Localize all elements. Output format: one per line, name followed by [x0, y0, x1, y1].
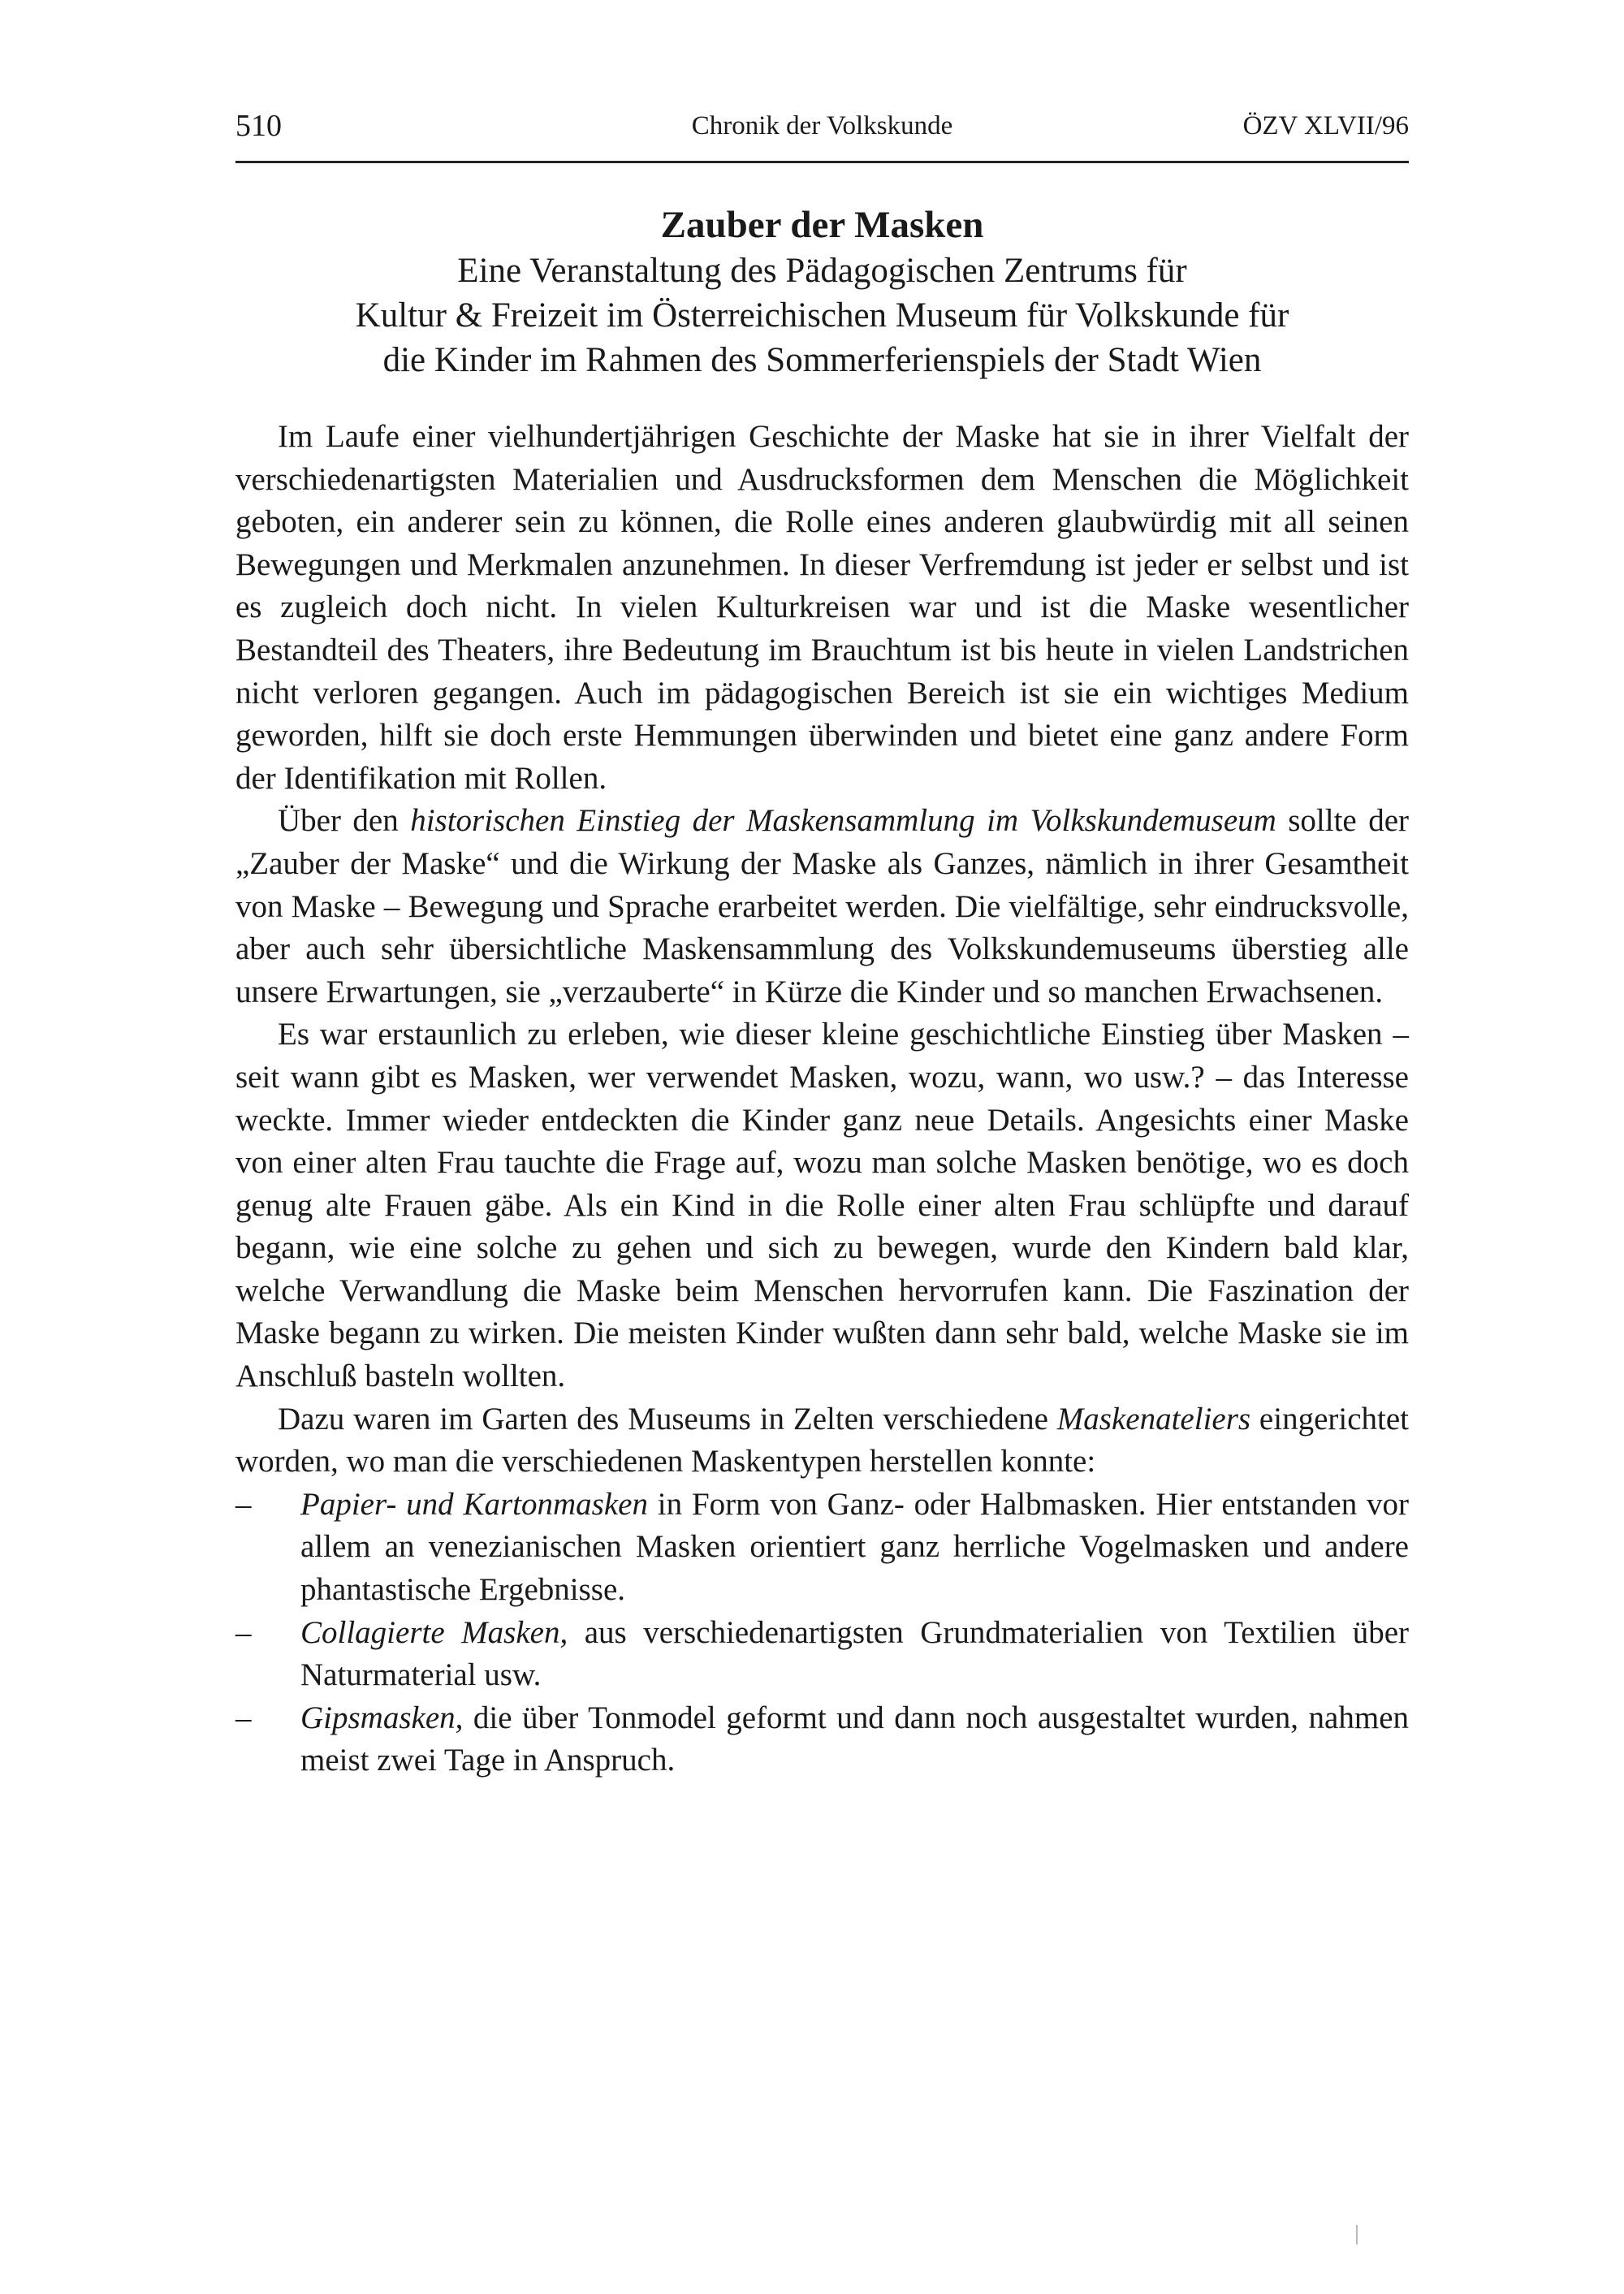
dash-bullet: – — [235, 1700, 252, 1735]
list-item — [235, 1484, 1409, 1612]
article-subtitle-line: die Kinder im Rahmen des Sommerferienspiels der Stadt Wien — [382, 341, 1262, 379]
journal-reference: ÖZV XLVII/96 — [1242, 111, 1409, 140]
paragraph-text: Über den — [278, 803, 411, 839]
article-subtitle-line: Kultur & Freizeit im Österreichischen Museum für Volkskunde für — [355, 296, 1289, 335]
section-title: Chronik der Volkskunde — [691, 111, 953, 140]
paragraph-text: sollte der „Zauber der Maske“ und die Wirkung der Maske als Ganzes, nämlich in ihrer Gesamtheit von Maske – Bewegung und Sprache erarbeitet werden. Die vielfältige, sehr eindrucksvolle, aber auch sehr übersichtliche Maskensammlung des Volkskundemuseums überstieg alle unsere Erwartungen, sie „verzauberte“ in Kürze die Kinder und so manchen Erwachsenen. — [235, 803, 1409, 1009]
article-subtitle-line: Eine Veranstaltung des Pädagogischen Zentrums für — [457, 252, 1187, 290]
list-item-text: die über Tonmodel geformt und dann noch ausgestaltet wurden, nahmen meist zwei Tage in Anspruch. — [300, 1700, 1409, 1778]
paragraph — [235, 1013, 1409, 1398]
list-item-text: in Form von Ganz- oder Halbmasken. Hier entstanden vor allem an venezianischen Masken orientiert ganz herrliche Vogelmasken und andere phantastische Ergebnisse. — [300, 1486, 1409, 1608]
emphasis-text: Gipsmasken, — [300, 1700, 464, 1735]
article-title-block — [235, 201, 1409, 382]
dash-bullet: – — [235, 1614, 252, 1650]
paragraph-text: Im Laufe einer vielhundertjährigen Geschichte der Maske hat sie in ihrer Vielfalt der verschiedenartigsten Materialien und Ausdrucksformen dem Menschen die Möglichkeit geboten, ein anderer sein zu können, die Rolle eines anderen glaubwürdig mit all seinen Bewegungen und Merkmalen anzunehmen. In dieser Verfremdung ist jeder er selbst und ist es zugleich doch nicht. In vielen Kulturkreisen war und ist die Maske wesentlicher Bestandteil des Theaters, ihre Bedeutung im Brauchtum ist bis heute in vielen Landstrichen nicht verloren gegangen. Auch im pädagogischen Bereich ist sie ein wichtiges Medium geworden, hilft sie doch erste Hemmungen überwinden und bietet eine ganz andere Form der Identifikation mit Rollen. — [235, 419, 1409, 796]
running-header — [235, 106, 1409, 146]
list-item-text: aus verschiedenartigsten Grundmaterialien von Textilien über Naturmaterial usw. — [300, 1614, 1409, 1693]
page-number: 510 — [235, 109, 282, 143]
emphasis-text: Maskenateliers — [1056, 1401, 1251, 1436]
emphasis-text: historischen Einstieg der Maskensammlung im Volkskundemuseum — [410, 803, 1276, 839]
paragraph — [235, 416, 1409, 800]
dash-bullet: – — [235, 1486, 252, 1522]
header-rule — [235, 161, 1409, 163]
emphasis-text: Collagierte Masken, — [300, 1614, 568, 1650]
article-body — [235, 416, 1409, 1782]
article-title: Zauber der Masken — [660, 204, 984, 246]
emphasis-text: Papier- und Kartonmasken — [300, 1486, 648, 1522]
mask-types-list — [235, 1484, 1409, 1782]
document-page — [235, 106, 1409, 1778]
paragraph-text: Es war erstaunlich zu erleben, wie dieser kleine geschichtliche Einstieg über Masken – seit wann gibt es Masken, wer verwendet Masken, wozu, wann, wo usw.? – das Interesse weckte. Immer wieder entdeckten die Kinder ganz neue Details. Angesichts einer Maske von einer alten Frau tauchte die Frage auf, wozu man solche Masken benötige, wo es doch genug alte Frauen gäbe. Als ein Kind in die Rolle einer alten Frau schlüpfte und darauf begann, wie eine solche zu gehen und sich zu bewegen, wurde den Kindern bald klar, welche Verwandlung die Maske beim Menschen hervorrufen kann. Die Faszination der Maske begann zu wirken. Die meisten Kinder wußten dann sehr bald, welche Maske sie im Anschluß basteln wollten. — [235, 1017, 1409, 1394]
paragraph — [235, 800, 1409, 1013]
paragraph-text: Dazu waren im Garten des Museums in Zelten verschiedene — [278, 1401, 1057, 1436]
scan-artifact-mark — [1356, 2225, 1358, 2244]
paragraph-text: eingerichtet worden, wo man die verschiedenen Maskentypen herstellen konnte: — [235, 1401, 1409, 1480]
list-item — [235, 1612, 1409, 1697]
paragraph — [235, 1398, 1409, 1484]
list-item — [235, 1697, 1409, 1782]
